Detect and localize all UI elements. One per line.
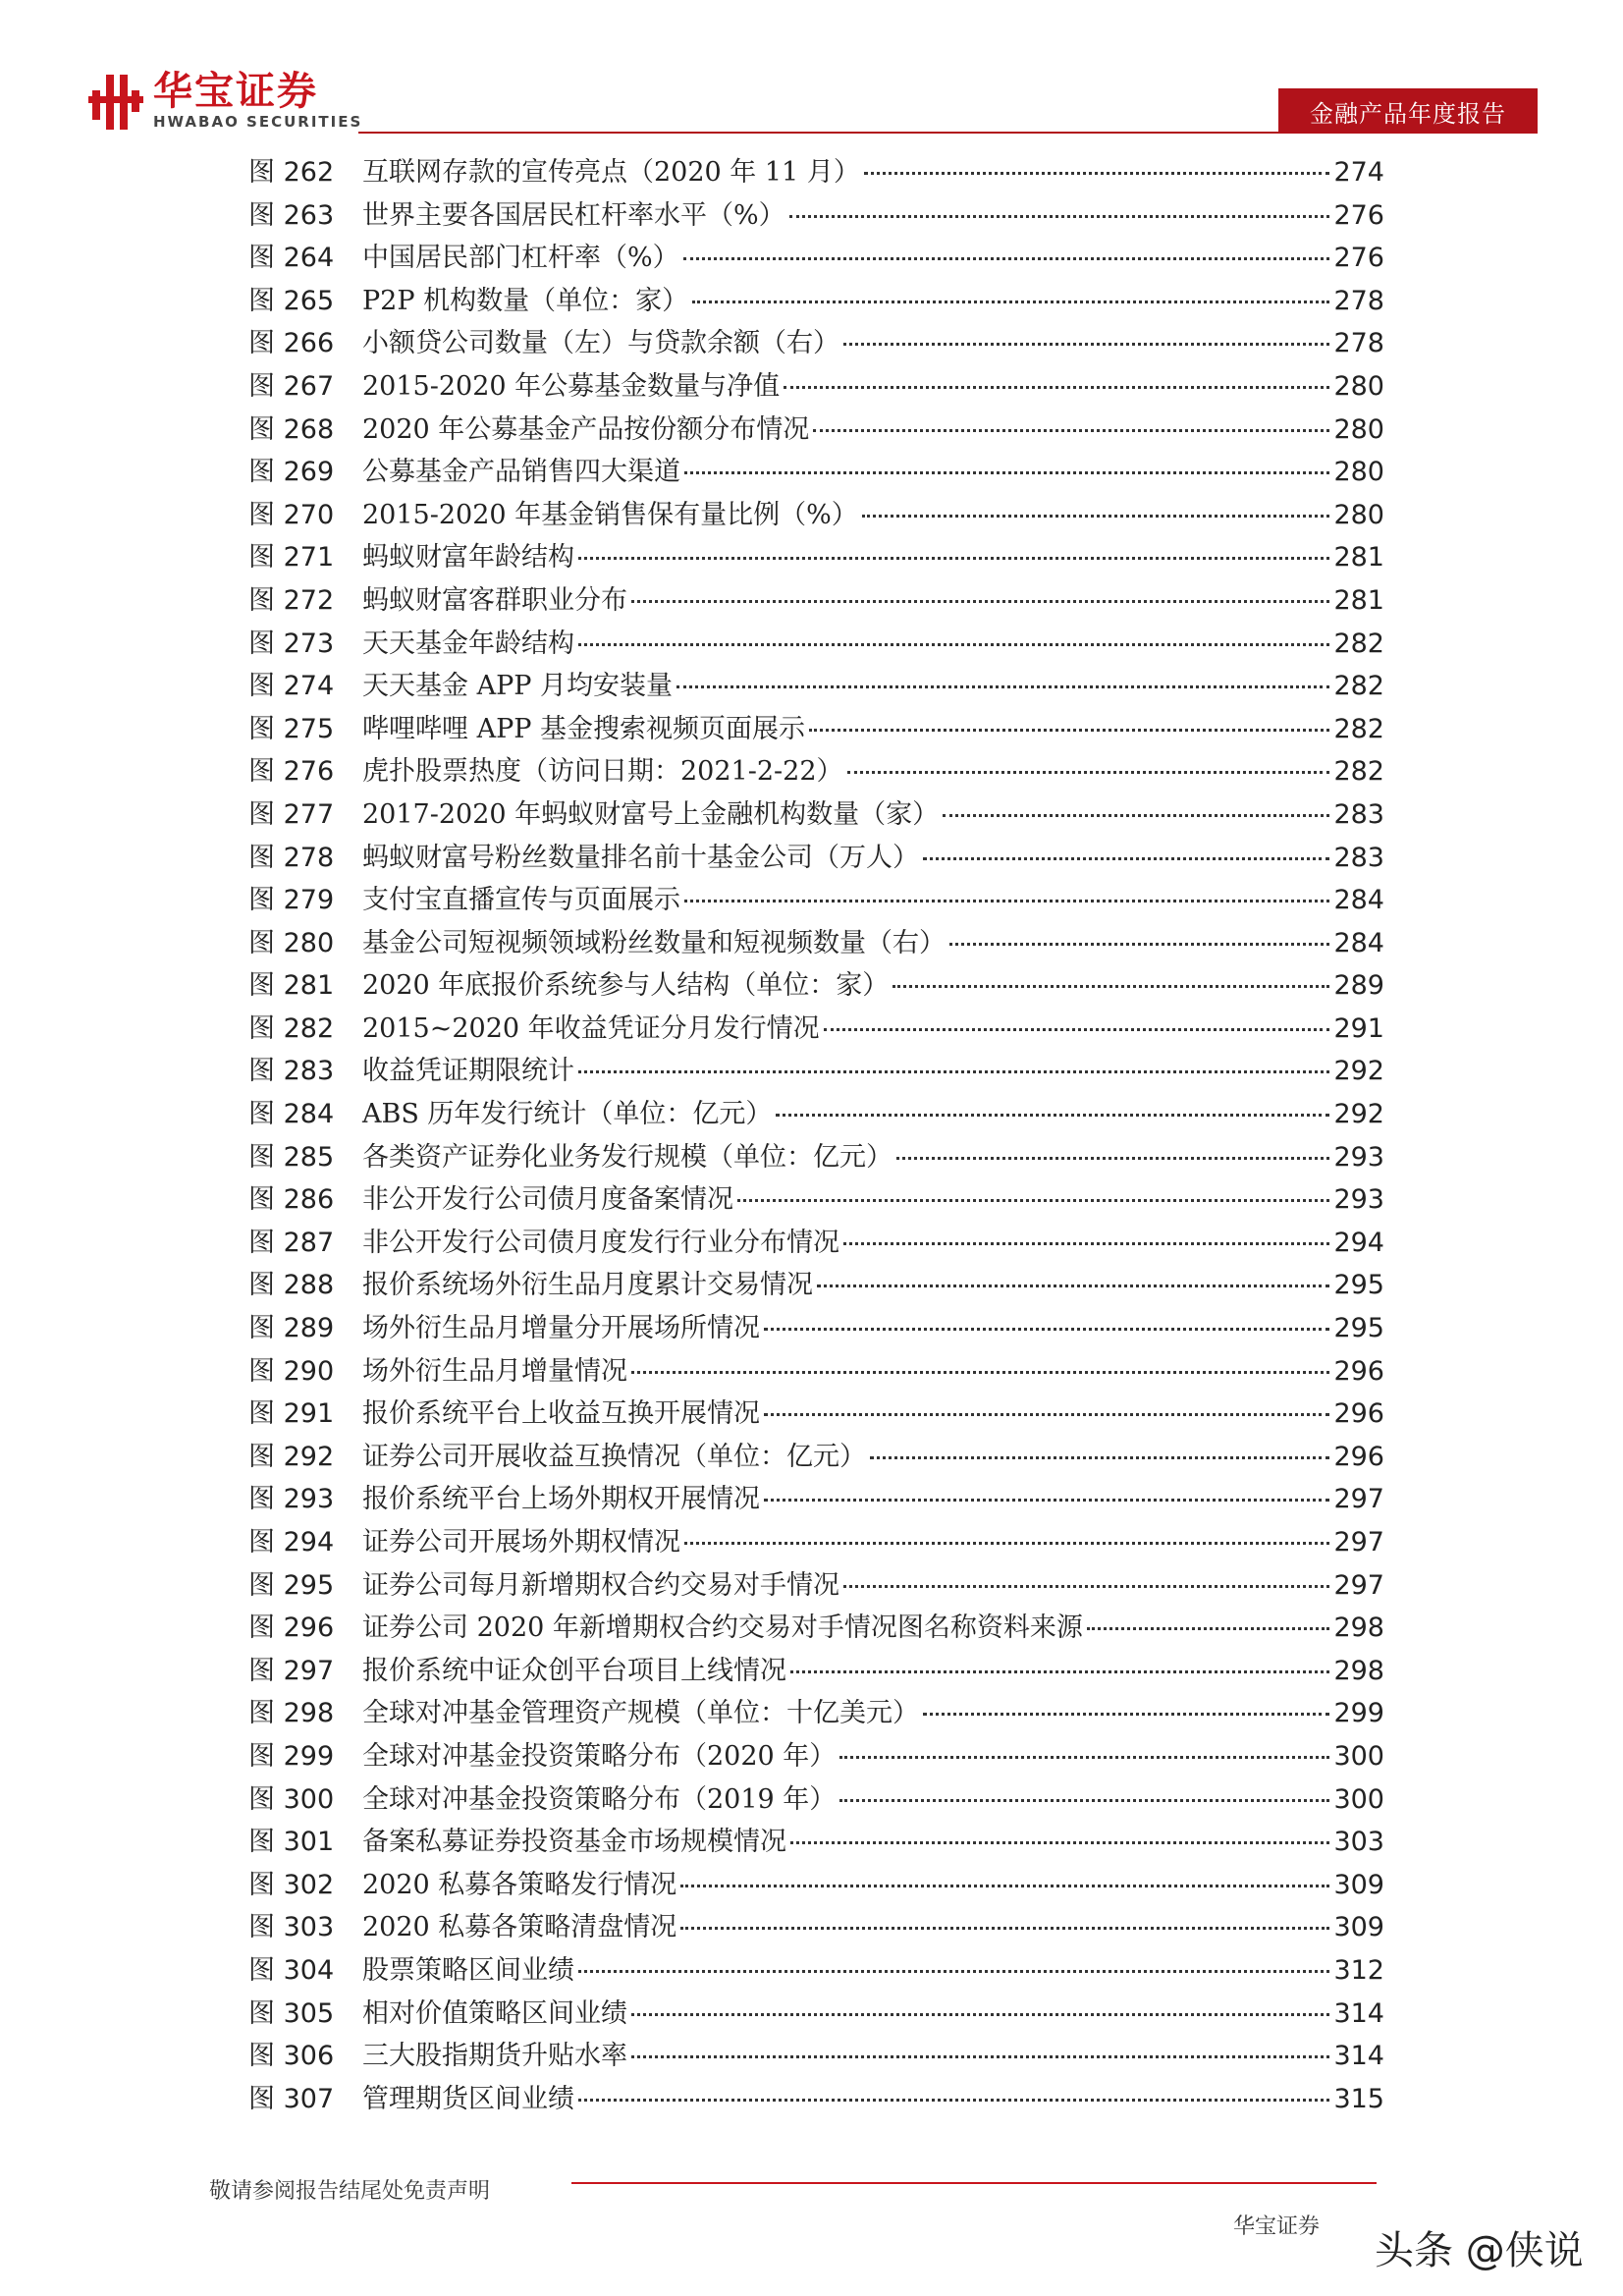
figure-number: 图 262: [248, 157, 335, 188]
toc-entry[interactable]: [248, 1821, 1384, 1864]
toc-entry[interactable]: [248, 1307, 1384, 1350]
page-number: 314: [1333, 2041, 1384, 2072]
figure-number: 图 295: [248, 1569, 335, 1601]
figure-number: 图 292: [248, 1441, 335, 1472]
figure-title: 证券公司开展收益互换情况（单位：亿元）: [362, 1441, 866, 1472]
toc-entry[interactable]: [248, 2035, 1384, 2078]
figure-title: 小额贷公司数量（左）与贷款余额（右）: [362, 328, 839, 359]
figure-number: 图 269: [248, 457, 335, 488]
figure-number: 图 289: [248, 1313, 335, 1344]
report-type-tab: 金融产品年度报告: [1278, 88, 1538, 134]
page-number: 280: [1333, 413, 1384, 445]
page-number: 309: [1333, 1869, 1384, 1900]
dot-leader: [631, 1371, 1329, 1374]
page-number: 298: [1333, 1613, 1384, 1644]
page-number: 295: [1333, 1313, 1384, 1344]
figure-number: 图 271: [248, 542, 335, 574]
toc-entry[interactable]: [248, 793, 1384, 837]
toc-entry[interactable]: [248, 280, 1384, 323]
figure-title: 2020 年底报价系统参与人结构（单位：家）: [362, 970, 890, 1002]
watermark-text: 头条 @侠说: [1375, 2228, 1584, 2273]
figure-number: 图 265: [248, 285, 335, 316]
toc-entry[interactable]: [248, 194, 1384, 238]
figure-number: 图 280: [248, 927, 335, 958]
page-number: 281: [1333, 584, 1384, 616]
dot-leader: [923, 1713, 1329, 1716]
toc-entry[interactable]: [248, 708, 1384, 751]
page-number: 296: [1333, 1441, 1384, 1472]
company-logo: [88, 69, 362, 132]
figure-title: 2015-2020 年公募基金数量与净值: [362, 370, 781, 402]
page-number: 280: [1333, 499, 1384, 530]
page-number: 296: [1333, 1355, 1384, 1387]
page-number: 282: [1333, 756, 1384, 788]
page-number: 283: [1333, 798, 1384, 830]
dot-leader: [870, 1456, 1329, 1459]
figure-title: 互联网存款的宣传亮点（2020 年 11 月）: [362, 157, 860, 188]
dot-leader: [896, 1157, 1329, 1160]
page-number: 274: [1333, 157, 1384, 188]
dot-leader: [578, 2099, 1329, 2102]
page-header: [0, 0, 1623, 137]
figure-title: 2015-2020 年基金销售保有量比例（%）: [362, 499, 858, 530]
page-number: 282: [1333, 628, 1384, 659]
page-number: 312: [1333, 1954, 1384, 1986]
toc-entry[interactable]: [248, 837, 1384, 880]
figure-title: 虎扑股票热度（访问日期：2021-2-22）: [362, 756, 843, 788]
figure-number: 图 307: [248, 2083, 335, 2114]
toc-entry[interactable]: [248, 1436, 1384, 1479]
page-number: 297: [1333, 1484, 1384, 1515]
figure-title: 证券公司每月新增期权合约交易对手情况: [362, 1569, 839, 1601]
figure-title: 基金公司短视频领域粉丝数量和短视频数量（右）: [362, 927, 946, 958]
figure-title: 2020 私募各策略清盘情况: [362, 1912, 677, 1943]
toc-entry[interactable]: [248, 1521, 1384, 1564]
dot-leader: [578, 1070, 1329, 1073]
figure-number: 图 272: [248, 584, 335, 616]
toc-entry[interactable]: [248, 451, 1384, 494]
toc-entry[interactable]: [248, 665, 1384, 708]
figure-title: 股票策略区间业绩: [362, 1954, 574, 1986]
toc-entry[interactable]: [248, 536, 1384, 579]
dot-leader: [692, 301, 1329, 303]
figure-number: 图 284: [248, 1099, 335, 1130]
figure-number: 图 304: [248, 1954, 335, 1986]
hwabao-logo-icon: [88, 69, 145, 132]
page-number: 278: [1333, 285, 1384, 316]
toc-entry[interactable]: [248, 237, 1384, 280]
toc-entry[interactable]: [248, 1864, 1384, 1907]
page-number: 297: [1333, 1527, 1384, 1558]
dot-leader: [764, 1328, 1329, 1331]
page-number: 309: [1333, 1912, 1384, 1943]
toc-entry[interactable]: [248, 1264, 1384, 1307]
figure-number: 图 268: [248, 413, 335, 445]
toc-entry[interactable]: [248, 1008, 1384, 1051]
figure-number: 图 296: [248, 1613, 335, 1644]
dot-leader: [813, 429, 1329, 432]
figure-title: 2020 私募各策略发行情况: [362, 1869, 677, 1900]
figure-title: 天天基金年龄结构: [362, 628, 574, 659]
dot-leader: [676, 685, 1329, 688]
figure-title: 报价系统场外衍生品月度累计交易情况: [362, 1270, 813, 1301]
dot-leader: [923, 857, 1329, 860]
toc-entry[interactable]: [248, 409, 1384, 452]
dot-leader: [824, 1028, 1330, 1031]
toc-entry[interactable]: [248, 623, 1384, 666]
figure-number: 图 301: [248, 1827, 335, 1858]
dot-leader: [578, 557, 1329, 560]
figure-title: 管理期货区间业绩: [362, 2083, 574, 2114]
page-number: 303: [1333, 1827, 1384, 1858]
figure-title: 证券公司 2020 年新增期权合约交易对手情况图名称资料来源: [362, 1613, 1083, 1644]
page-number: 297: [1333, 1569, 1384, 1601]
figure-title: 公募基金产品销售四大渠道: [362, 457, 680, 488]
page-number: 281: [1333, 542, 1384, 574]
figure-number: 图 298: [248, 1698, 335, 1729]
figure-title: 报价系统平台上收益互换开展情况: [362, 1398, 760, 1430]
toc-entry[interactable]: [248, 1050, 1384, 1093]
toc-entry[interactable]: [248, 1393, 1384, 1436]
dot-leader: [684, 1542, 1329, 1545]
figure-title: 2020 年公募基金产品按份额分布情况: [362, 413, 810, 445]
page-number: 293: [1333, 1141, 1384, 1173]
page-number: 276: [1333, 199, 1384, 231]
logo-english-name: HWABAO SECURITIES: [153, 113, 363, 131]
figure-title: 报价系统中证众创平台项目上线情况: [362, 1655, 786, 1686]
figure-title: 场外衍生品月增量情况: [362, 1355, 627, 1387]
page-number: 299: [1333, 1698, 1384, 1729]
figure-title: 非公开发行公司债月度备案情况: [362, 1184, 733, 1216]
figure-number: 图 263: [248, 199, 335, 231]
toc-entry[interactable]: [248, 1993, 1384, 2036]
figure-title: P2P 机构数量（单位：家）: [362, 285, 689, 316]
dot-leader: [680, 1885, 1329, 1887]
toc-entry[interactable]: [248, 1949, 1384, 1993]
dot-leader: [631, 2055, 1329, 2058]
figure-title: 天天基金 APP 月均安装量: [362, 671, 673, 702]
toc-entry[interactable]: [248, 750, 1384, 793]
dot-leader: [893, 985, 1329, 988]
toc-entry[interactable]: [248, 494, 1384, 537]
dot-leader: [631, 600, 1329, 603]
figure-number: 图 303: [248, 1912, 335, 1943]
figure-number: 图 297: [248, 1655, 335, 1686]
toc-entry[interactable]: [248, 1650, 1384, 1693]
logo-chinese-name: 华宝证券: [153, 69, 318, 114]
page-number: 296: [1333, 1398, 1384, 1430]
figure-title: ABS 历年发行统计（单位：亿元）: [362, 1099, 773, 1130]
page-number: 276: [1333, 243, 1384, 274]
toc-entry[interactable]: [248, 151, 1384, 194]
dot-leader: [943, 814, 1329, 817]
dot-leader: [680, 1927, 1329, 1930]
figure-number: 图 291: [248, 1398, 335, 1430]
toc-entry[interactable]: [248, 1093, 1384, 1136]
page-number: 283: [1333, 842, 1384, 873]
toc-entry[interactable]: [248, 1735, 1384, 1778]
page-number: 282: [1333, 713, 1384, 744]
page-number: 315: [1333, 2083, 1384, 2114]
figure-number: 图 293: [248, 1484, 335, 1515]
figure-number: 图 283: [248, 1056, 335, 1087]
figure-title: 三大股指期货升贴水率: [362, 2041, 627, 2072]
footer-divider: [571, 2182, 1377, 2184]
figure-number: 图 275: [248, 713, 335, 744]
toc-entry[interactable]: [248, 2078, 1384, 2121]
dot-leader: [862, 515, 1330, 518]
toc-entry[interactable]: [248, 1178, 1384, 1222]
figure-title: 场外衍生品月增量分开展场所情况: [362, 1313, 760, 1344]
dot-leader: [737, 1199, 1329, 1202]
figure-number: 图 302: [248, 1869, 335, 1900]
toc-entry[interactable]: [248, 579, 1384, 623]
figure-title: 全球对冲基金投资策略分布（2019 年）: [362, 1783, 837, 1815]
dot-leader: [764, 1499, 1329, 1502]
dot-leader: [764, 1413, 1329, 1416]
figure-number: 图 277: [248, 798, 335, 830]
figure-number: 图 274: [248, 671, 335, 702]
figure-number: 图 299: [248, 1740, 335, 1772]
dot-leader: [684, 471, 1329, 474]
page-number: 294: [1333, 1227, 1384, 1258]
toc-entry[interactable]: [248, 365, 1384, 409]
page-number: 284: [1333, 885, 1384, 916]
page-number: 284: [1333, 927, 1384, 958]
figure-number: 图 276: [248, 756, 335, 788]
dot-leader: [790, 1670, 1329, 1673]
toc-entry[interactable]: [248, 1778, 1384, 1822]
figure-number: 图 279: [248, 885, 335, 916]
figure-number: 图 270: [248, 499, 335, 530]
dot-leader: [578, 643, 1329, 646]
dot-leader: [790, 1841, 1329, 1844]
page-number: 280: [1333, 457, 1384, 488]
dot-leader: [843, 1585, 1329, 1588]
page-number: 291: [1333, 1012, 1384, 1044]
toc-entry[interactable]: [248, 879, 1384, 922]
dot-leader: [1087, 1627, 1330, 1630]
toc-entry[interactable]: [248, 964, 1384, 1008]
figure-number: 图 273: [248, 628, 335, 659]
figure-title: 蚂蚁财富年龄结构: [362, 542, 574, 574]
figure-title: 中国居民部门杠杆率（%）: [362, 243, 679, 274]
dot-leader: [776, 1114, 1329, 1117]
disclaimer-note: 敬请参阅报告结尾处免责声明: [209, 2179, 491, 2204]
figure-title: 2015~2020 年收益凭证分月发行情况: [362, 1012, 820, 1044]
dot-leader: [949, 943, 1329, 946]
figure-title: 全球对冲基金管理资产规模（单位：十亿美元）: [362, 1698, 919, 1729]
page-number: 289: [1333, 970, 1384, 1002]
toc-entry[interactable]: [248, 1564, 1384, 1608]
figure-number: 图 281: [248, 970, 335, 1002]
figure-title: 非公开发行公司债月度发行行业分布情况: [362, 1227, 839, 1258]
page-number: 298: [1333, 1655, 1384, 1686]
page-number: 295: [1333, 1270, 1384, 1301]
figure-title: 证券公司开展场外期权情况: [362, 1527, 680, 1558]
figure-number: 图 278: [248, 842, 335, 873]
figure-title: 2017-2020 年蚂蚁财富号上金融机构数量（家）: [362, 798, 940, 830]
figure-list: [248, 151, 1384, 2120]
page-number: 293: [1333, 1184, 1384, 1216]
dot-leader: [683, 257, 1330, 260]
toc-entry[interactable]: [248, 1607, 1384, 1650]
dot-leader: [789, 215, 1330, 218]
page-number: 300: [1333, 1740, 1384, 1772]
toc-entry[interactable]: [248, 1906, 1384, 1949]
dot-leader: [839, 1756, 1329, 1759]
figure-number: 图 306: [248, 2041, 335, 2072]
figure-number: 图 305: [248, 1997, 335, 2029]
figure-number: 图 286: [248, 1184, 335, 1216]
figure-number: 图 264: [248, 243, 335, 274]
toc-entry[interactable]: [248, 1692, 1384, 1735]
toc-entry[interactable]: [248, 1222, 1384, 1265]
figure-number: 图 294: [248, 1527, 335, 1558]
dot-leader: [847, 771, 1330, 774]
figure-number: 图 282: [248, 1012, 335, 1044]
page-number: 292: [1333, 1099, 1384, 1130]
dot-leader: [843, 1242, 1329, 1245]
page-number: 280: [1333, 370, 1384, 402]
dot-leader: [578, 1970, 1329, 1973]
figure-title: 蚂蚁财富号粉丝数量排名前十基金公司（万人）: [362, 842, 919, 873]
figure-number: 图 300: [248, 1783, 335, 1815]
page-number: 278: [1333, 328, 1384, 359]
dot-leader: [864, 172, 1330, 175]
toc-entry[interactable]: [248, 1350, 1384, 1394]
dot-leader: [784, 386, 1329, 389]
toc-entry[interactable]: [248, 322, 1384, 365]
figure-title: 各类资产证券化业务发行规模（单位：亿元）: [362, 1141, 893, 1173]
page-number: 300: [1333, 1783, 1384, 1815]
figure-title: 支付宝直播宣传与页面展示: [362, 885, 680, 916]
figure-title: 备案私募证券投资基金市场规模情况: [362, 1827, 786, 1858]
dot-leader: [843, 343, 1329, 346]
figure-title: 哔哩哔哩 APP 基金搜索视频页面展示: [362, 713, 805, 744]
dot-leader: [631, 2013, 1329, 2016]
dot-leader: [684, 900, 1329, 902]
dot-leader: [809, 729, 1329, 732]
figure-number: 图 290: [248, 1355, 335, 1387]
figure-number: 图 266: [248, 328, 335, 359]
figure-title: 世界主要各国居民杠杆率水平（%）: [362, 199, 785, 231]
page-number: 314: [1333, 1997, 1384, 2029]
page-number: 292: [1333, 1056, 1384, 1087]
toc-entry[interactable]: [248, 922, 1384, 965]
dot-leader: [839, 1799, 1329, 1802]
figure-title: 报价系统平台上场外期权开展情况: [362, 1484, 760, 1515]
figure-number: 图 288: [248, 1270, 335, 1301]
toc-entry[interactable]: [248, 1478, 1384, 1521]
figure-number: 图 285: [248, 1141, 335, 1173]
figure-number: 图 267: [248, 370, 335, 402]
figure-title: 相对价值策略区间业绩: [362, 1997, 627, 2029]
toc-entry[interactable]: [248, 1136, 1384, 1179]
figure-title: 蚂蚁财富客群职业分布: [362, 584, 627, 616]
page-number: 282: [1333, 671, 1384, 702]
footer-company: 华宝证券: [1233, 2214, 1321, 2239]
figure-number: 图 287: [248, 1227, 335, 1258]
figure-title: 全球对冲基金投资策略分布（2020 年）: [362, 1740, 837, 1772]
figure-title: 收益凭证期限统计: [362, 1056, 574, 1087]
dot-leader: [817, 1285, 1329, 1287]
